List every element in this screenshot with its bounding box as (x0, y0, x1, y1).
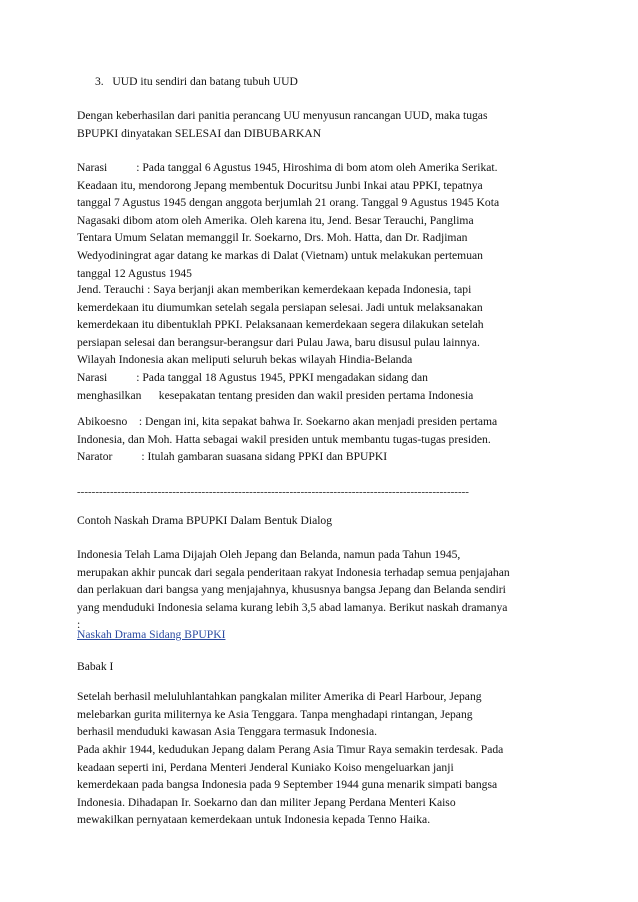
body-paragraph-1 (77, 688, 567, 741)
text-line: Jend. Terauchi : Saya berjanji akan memberikan kemerdekaan kepada Indonesia, tapi (77, 283, 472, 296)
text-line: persiapan selesai dan berangsur-berangsur dari Pulau Jawa, baru disusul pulau lainnya. (77, 335, 480, 349)
paragraph-terauchi (77, 281, 567, 369)
text-line: yang menduduki Indonesia selama kurang lebih 3,5 abad lamanya. Berikut naskah dramanya (77, 600, 508, 614)
text-line: Nagasaki dibom atom oleh Amerika. Oleh karena itu, Jend. Besar Terauchi, Panglima (77, 213, 474, 227)
text-line: kemerdekaan itu dibentuklah PPKI. Pelaksanaan kemerdekaan segera dilakukan setelah (77, 318, 484, 332)
dashed-divider: ----------------------------------------------------------------------------------------------------------- (77, 486, 469, 498)
text-line: Pada akhir 1944, kedudukan Jepang dalam Perang Asia Timur Raya semakin terdesak. Pada (77, 743, 504, 756)
text-line: BPUPKI dinyatakan SELESAI dan DIBUBARKAN (77, 126, 322, 140)
text-line: keadaan seperti ini, Perdana Menteri Jenderal Kuniako Koiso mengeluarkan janji (77, 760, 454, 774)
text-line: kemerdekaan itu diumumkan setelah segala persiapan selesai. Jadi untuk melaksanakan (77, 300, 483, 314)
text-line: Narator : Itulah gambaran suasana sidang PPKI dan BPUPKI (77, 450, 388, 463)
text-line: tanggal 7 Agustus 1945 dengan anggota berjumlah 21 orang. Tanggal 9 Agustus 1945 Kota (77, 196, 500, 210)
text-line: merupakan akhir puncak dari segala penderitaan rakyat Indonesia terhadap semua penjajahan (77, 565, 510, 579)
text-line: Abikoesno : Dengan ini, kita sepakat bahwa Ir. Soekarno akan menjadi presiden pertama (77, 415, 498, 428)
text-line: tanggal 12 Agustus 1945 (77, 266, 192, 280)
item-number: 3. (95, 75, 104, 88)
text-line: Indonesia Telah Lama Dijajah Oleh Jepang dan Belanda, namun pada Tahun 1945, (77, 548, 461, 561)
text-line: Wedyodiningrat agar datang ke markas di Dalat (Vietnam) untuk melakukan pertemuan (77, 248, 483, 262)
naskah-drama-link[interactable]: Naskah Drama Sidang BPUPKI (77, 628, 226, 641)
intro-paragraph (77, 546, 567, 634)
text-line: Tentara Umum Selatan memanggil Ir. Soekarno, Drs. Moh. Hatta, dan Dr. Radjiman (77, 231, 468, 245)
text-line: Setelah berhasil meluluhlantahkan pangkalan militer Amerika di Pearl Harbour, Jepang (77, 690, 482, 703)
paragraph-bpupki-dissolved (77, 107, 567, 142)
text-line: Indonesia, dan Moh. Hatta sebagai wakil presiden untuk membantu tugas-tugas presiden. (77, 432, 491, 446)
text-line: mewakilkan pernyataan kemerdekaan untuk Indonesia kepada Tenno Haika. (77, 813, 431, 827)
text-line: melebarkan gurita militernya ke Asia Tenggara. Tanpa menghadapi rintangan, Jepang (77, 707, 473, 721)
text-line: berhasil menduduki kawasan Asia Tenggara termasuk Indonesia. (77, 725, 378, 739)
text-line: kemerdekaan pada bangsa Indonesia pada 9 September 1944 guna menarik simpati bangsa (77, 778, 498, 792)
paragraph-narasi-1 (77, 159, 567, 282)
text-line: Wilayah Indonesia akan meliputi seluruh bekas wilayah Hindia-Belanda (77, 353, 413, 367)
section-title (77, 512, 567, 530)
text-line: Indonesia. Dihadapan Ir. Soekarno dan dan militer Jepang Perdana Menteri Kaiso (77, 795, 456, 809)
text-line: : (77, 618, 81, 632)
text-line: Narasi : Pada tanggal 18 Agustus 1945, PPKI mengadakan sidang dan (77, 371, 428, 384)
act-label-text: Babak I (77, 660, 114, 673)
text-line: dan perlakuan dari bangsa yang menjajahnya, khususnya bangsa Jepang dan Belanda sendiri (77, 583, 506, 597)
text-line: Dengan keberhasilan dari panitia perancang UU menyusun rancangan UUD, maka tugas (77, 109, 488, 122)
paragraph-narator (77, 448, 567, 466)
text-line: Narasi : Pada tanggal 6 Agustus 1945, Hiroshima di bom atom oleh Amerika Serikat. (77, 161, 498, 174)
text-line: Keadaan itu, mendorong Jepang membentuk Docuritsu Junbi Inkai atau PPKI, tepatnya (77, 178, 483, 192)
body-paragraph-2 (77, 741, 567, 829)
link-row (77, 626, 567, 644)
paragraph-abikoesno (77, 413, 567, 448)
text-line: menghasilkan kesepakatan tentang presiden dan wakil presiden pertama Indonesia (77, 388, 474, 402)
numbered-item (95, 73, 585, 91)
section-title-text: Contoh Naskah Drama BPUPKI Dalam Bentuk Dialog (77, 514, 333, 527)
act-label (77, 658, 567, 676)
item-text: UUD itu sendiri dan batang tubuh UUD (112, 75, 298, 88)
paragraph-narasi-2 (77, 369, 567, 404)
